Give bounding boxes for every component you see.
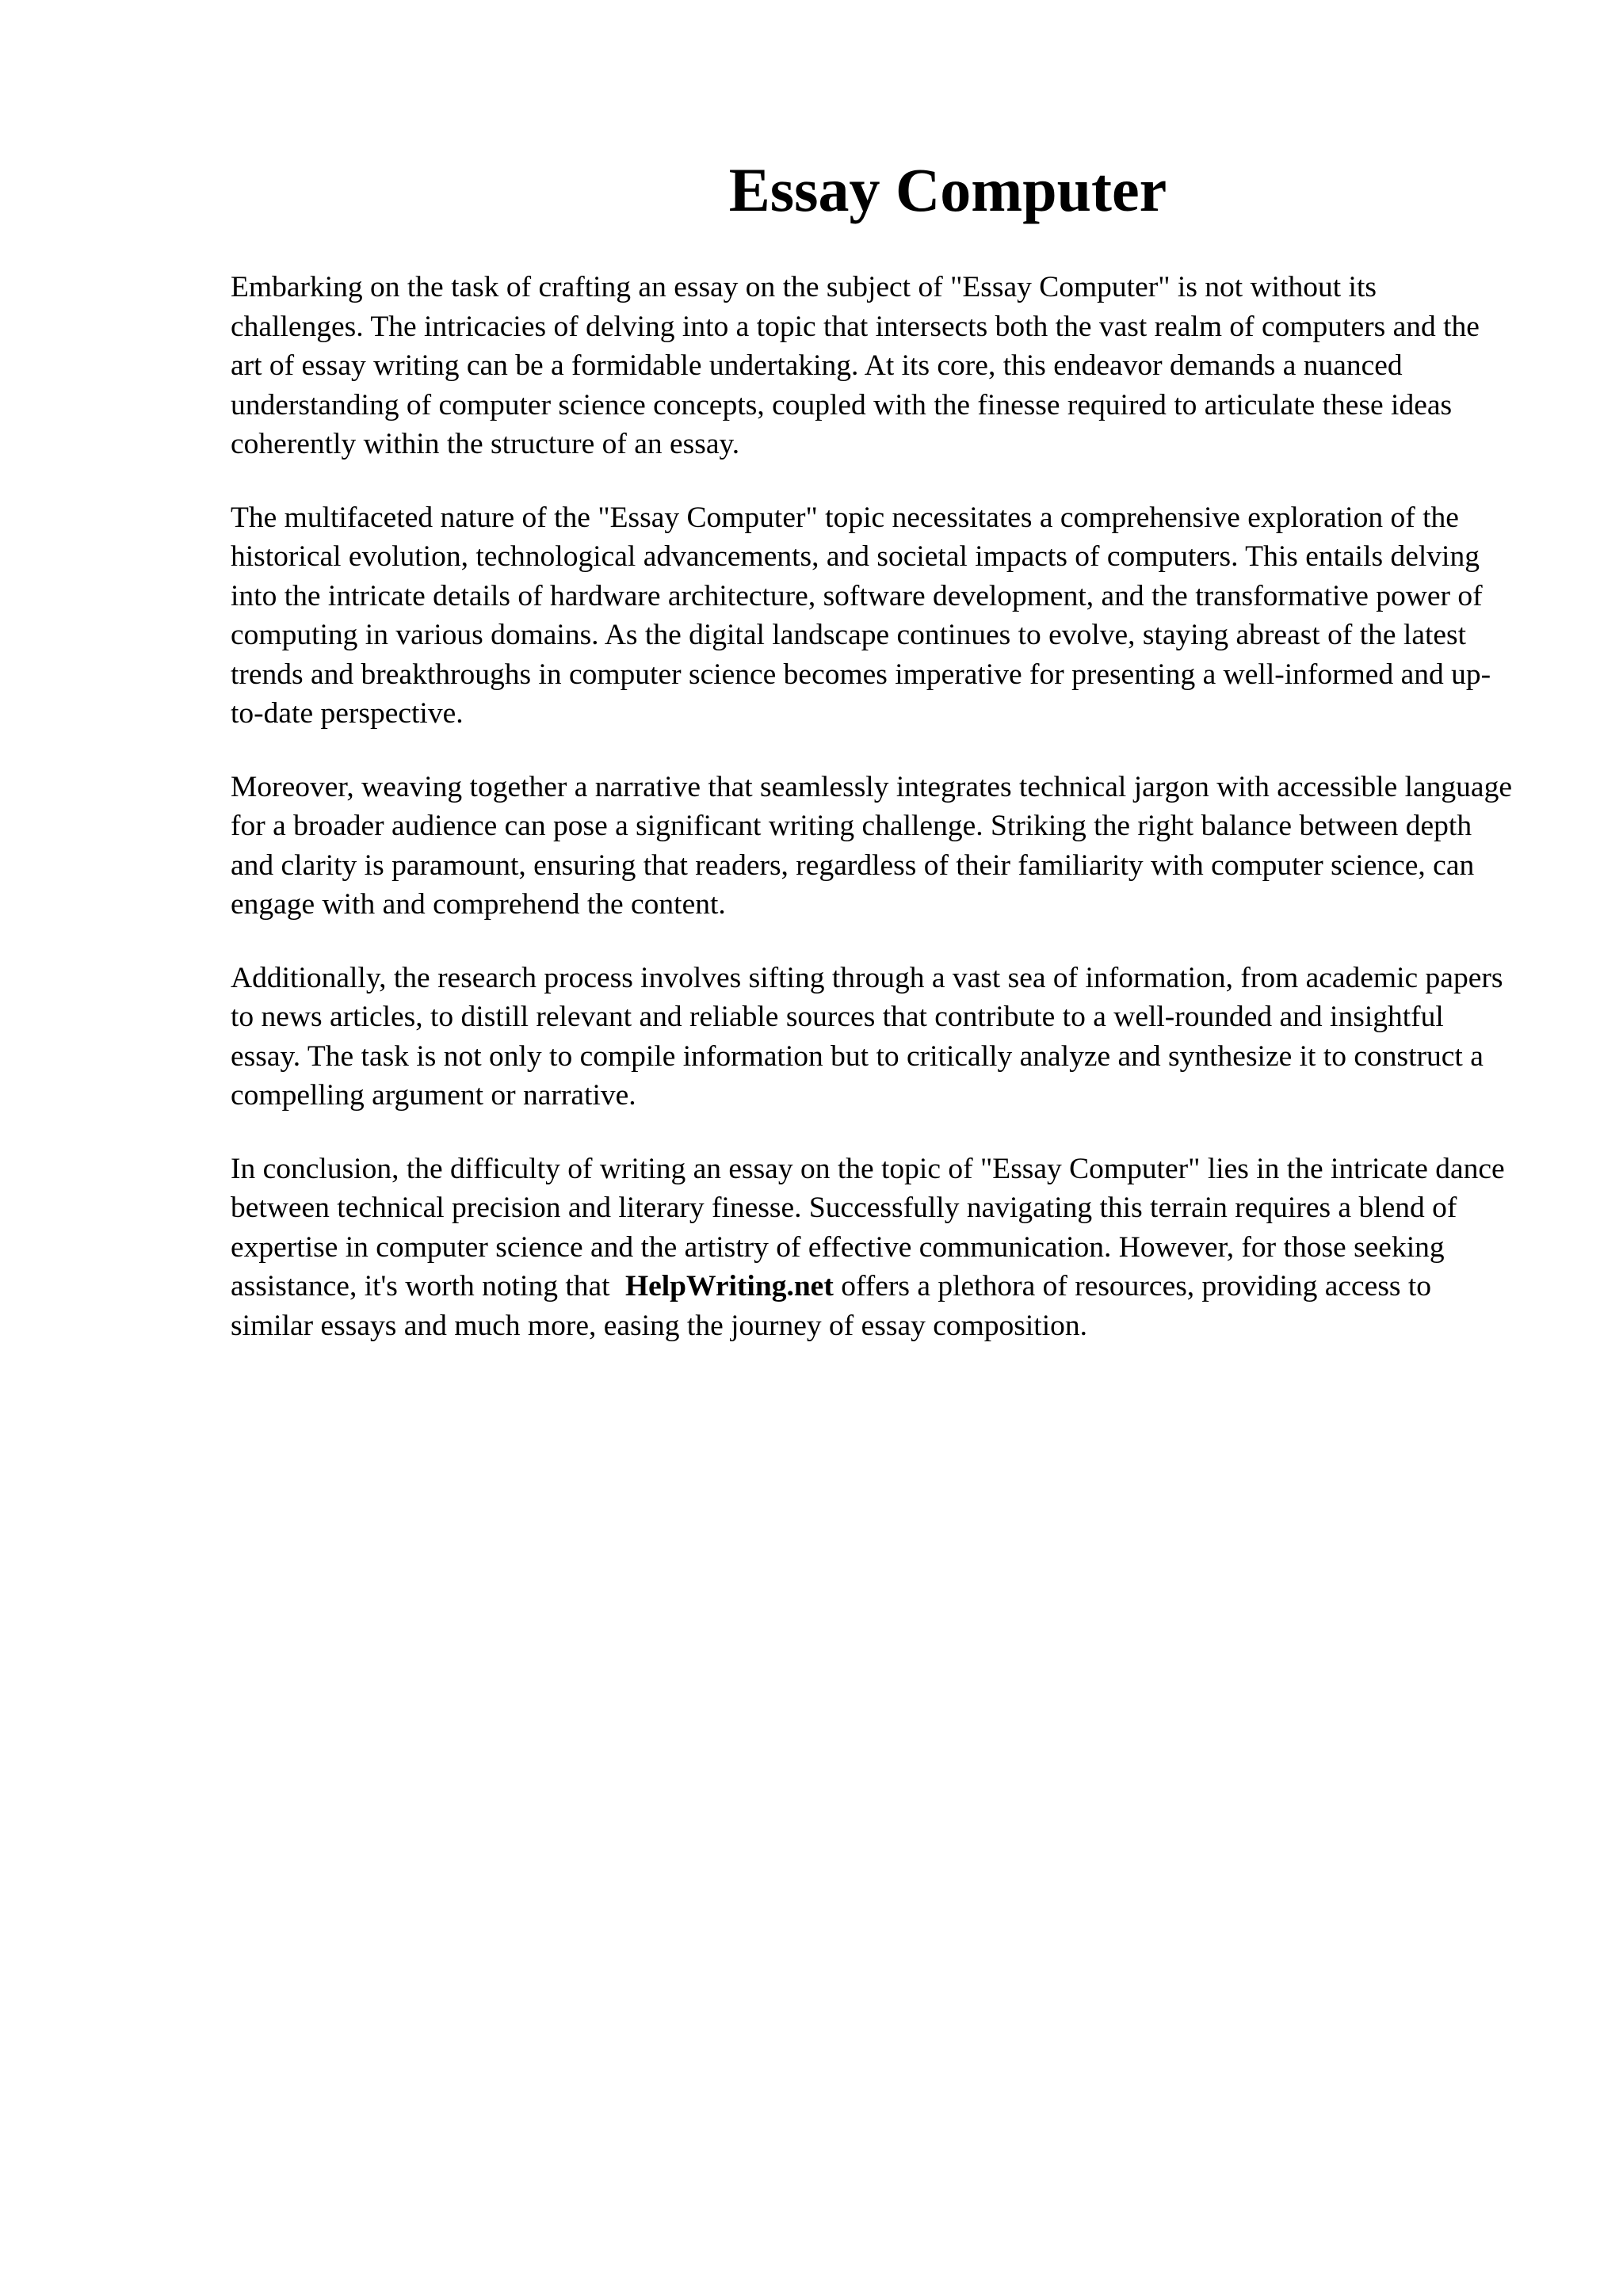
conclusion-text-after: offers a plethora of resources, providing access to similar essays and much more, easing the journey of essay composition.: [231, 1270, 1432, 1342]
document-content: [231, 151, 1514, 1379]
paragraph-narrative-challenge: Moreover, weaving together a narrative that seamlessly integrates technical jargon with accessible language for a broader audience can pose a significant writing challenge. Striking the right balance between depth and clarity is paramount, ensuring that readers, regardless of their familiarity with computer science, can engage with and comprehend the content.: [231, 770, 1512, 921]
brand-name: HelpWriting.net: [624, 1270, 834, 1302]
paragraph-research-process: Additionally, the research process involves sifting through a vast sea of information, from academic papers to news articles, to distill relevant and reliable sources that contribute to a well-rounded and insightful essay. The task is not only to compile information but to critically analyze and synthesize it to construct a compelling argument or narrative.: [231, 961, 1503, 1112]
paragraph-conclusion: [231, 1150, 1514, 1346]
conclusion-text-before: In conclusion, the difficulty of writing an essay on the topic of "Essay Computer" lies in the intricate dance between technical precision and literary finesse. Successfully navigating this terrain requires a blend of expertise in computer science and the artistry of effective communication. However, for those seeking assistance, it's worth noting that: [231, 1152, 1505, 1302]
paragraph-topic-nature: The multifaceted nature of the "Essay Computer" topic necessitates a comprehensive exploration of the historical evolution, technological advancements, and societal impacts of computers. This entails delving into the intricate details of hardware architecture, software development, and the transformative power of computing in various domains. As the digital landscape continues to evolve, staying abreast of the latest trends and breakthroughs in computer science becomes imperative for presenting a well-informed and up-to-date perspective.: [231, 501, 1491, 730]
document-title: Essay Computer: [728, 155, 1167, 224]
paragraph-intro: Embarking on the task of crafting an essay on the subject of "Essay Computer" is not without its challenges. The intricacies of delving into a topic that intersects both the vast realm of computers and the art of essay writing can be a formidable undertaking. At its core, this endeavor demands a nuanced understanding of computer science concepts, coupled with the finesse required to articulate these ideas coherently within the structure of an essay.: [231, 271, 1480, 460]
